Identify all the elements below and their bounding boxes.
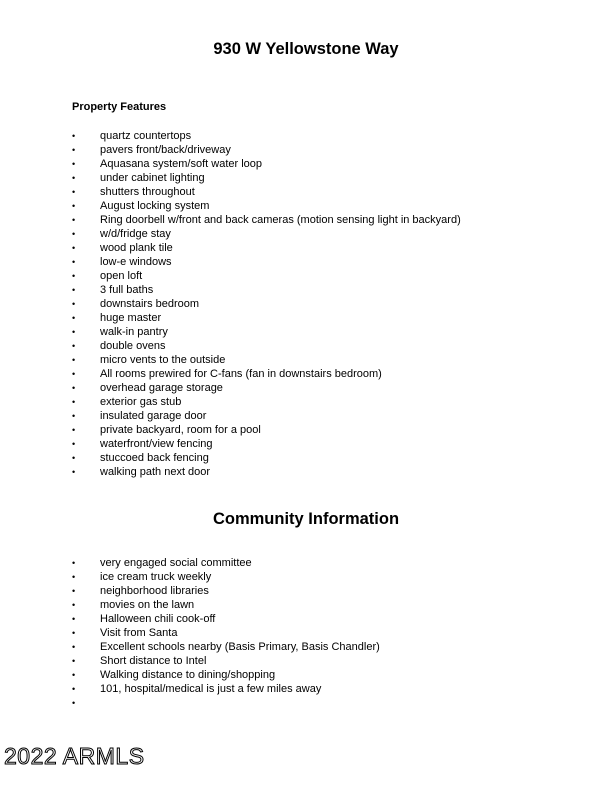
bullet-icon: • — [72, 397, 76, 407]
feature-text: Ring doorbell w/front and back cameras (motion sensing light in backyard) — [100, 214, 461, 226]
feature-text: double ovens — [100, 340, 166, 352]
feature-text: low-e windows — [100, 256, 172, 268]
bullet-icon: • — [72, 453, 76, 463]
feature-text: huge master — [100, 312, 162, 324]
community-text: ice cream truck weekly — [100, 571, 212, 583]
bullet-icon: • — [72, 411, 76, 421]
bullet-icon: • — [72, 467, 76, 477]
feature-text: overhead garage storage — [100, 382, 223, 394]
community-text: movies on the lawn — [100, 599, 195, 611]
bullet-icon: • — [72, 299, 76, 309]
bullet-icon: • — [72, 614, 76, 624]
feature-text: shutters throughout — [100, 186, 195, 198]
community-text: neighborhood libraries — [100, 585, 209, 597]
community-text: Halloween chili cook-off — [100, 613, 216, 625]
feature-text: private backyard, room for a pool — [100, 424, 261, 436]
feature-text: Aquasana system/soft water loop — [100, 158, 263, 170]
community-text: Visit from Santa — [100, 627, 178, 639]
feature-text: quartz countertops — [100, 130, 192, 142]
feature-text: stuccoed back fencing — [100, 452, 209, 464]
property-features-heading: Property Features — [72, 101, 167, 113]
bullet-icon: • — [72, 243, 76, 253]
bullet-icon: • — [72, 257, 76, 267]
bullet-icon: • — [72, 670, 76, 680]
feature-text: exterior gas stub — [100, 396, 182, 408]
community-text: Excellent schools nearby (Basis Primary, Basis Chandler) — [100, 641, 380, 653]
bullet-icon: • — [72, 131, 76, 141]
feature-text: waterfront/view fencing — [100, 438, 213, 450]
bullet-icon: • — [72, 383, 76, 393]
bullet-icon: • — [72, 341, 76, 351]
bullet-icon: • — [72, 173, 76, 183]
bullet-icon: • — [72, 271, 76, 281]
community-text: 101, hospital/medical is just a few miles away — [100, 683, 322, 695]
community-information-heading: Community Information — [212, 510, 400, 528]
feature-text: pavers front/back/driveway — [100, 144, 231, 156]
feature-text: w/d/fridge stay — [100, 228, 171, 240]
page-title: 930 W Yellowstone Way — [213, 40, 399, 58]
bullet-icon: • — [72, 215, 76, 225]
bullet-icon: • — [72, 558, 76, 568]
bullet-icon: • — [72, 327, 76, 337]
feature-text: under cabinet lighting — [100, 172, 205, 184]
feature-text: open loft — [100, 270, 143, 282]
bullet-icon: • — [72, 229, 76, 239]
bullet-icon: • — [72, 698, 76, 708]
bullet-icon: • — [72, 313, 76, 323]
bullet-icon: • — [72, 656, 76, 666]
bullet-icon: • — [72, 159, 76, 169]
feature-text: downstairs bedroom — [100, 298, 200, 310]
bullet-icon: • — [72, 572, 76, 582]
bullet-icon: • — [72, 201, 76, 211]
feature-text: wood plank tile — [100, 242, 173, 254]
community-text: very engaged social committee — [100, 557, 252, 569]
feature-text: August locking system — [100, 200, 210, 212]
bullet-icon: • — [72, 425, 76, 435]
bullet-icon: • — [72, 145, 76, 155]
feature-text: walk-in pantry — [100, 326, 168, 338]
bullet-icon: • — [72, 355, 76, 365]
feature-text: micro vents to the outside — [100, 354, 226, 366]
bullet-icon: • — [72, 628, 76, 638]
bullet-icon: • — [72, 684, 76, 694]
bullet-icon: • — [72, 369, 76, 379]
feature-text: walking path next door — [100, 466, 211, 478]
bullet-icon: • — [72, 187, 76, 197]
bullet-icon: • — [72, 600, 76, 610]
feature-text: insulated garage door — [100, 410, 207, 422]
community-text: Walking distance to dining/shopping — [100, 669, 276, 681]
community-text: Short distance to Intel — [100, 655, 207, 667]
bullet-icon: • — [72, 586, 76, 596]
feature-text: 3 full baths — [100, 284, 154, 296]
watermark: 2022 ARMLS — [4, 743, 145, 769]
bullet-icon: • — [72, 285, 76, 295]
bullet-icon: • — [72, 642, 76, 652]
bullet-icon: • — [72, 439, 76, 449]
feature-text: All rooms prewired for C-fans (fan in downstairs bedroom) — [100, 368, 382, 380]
